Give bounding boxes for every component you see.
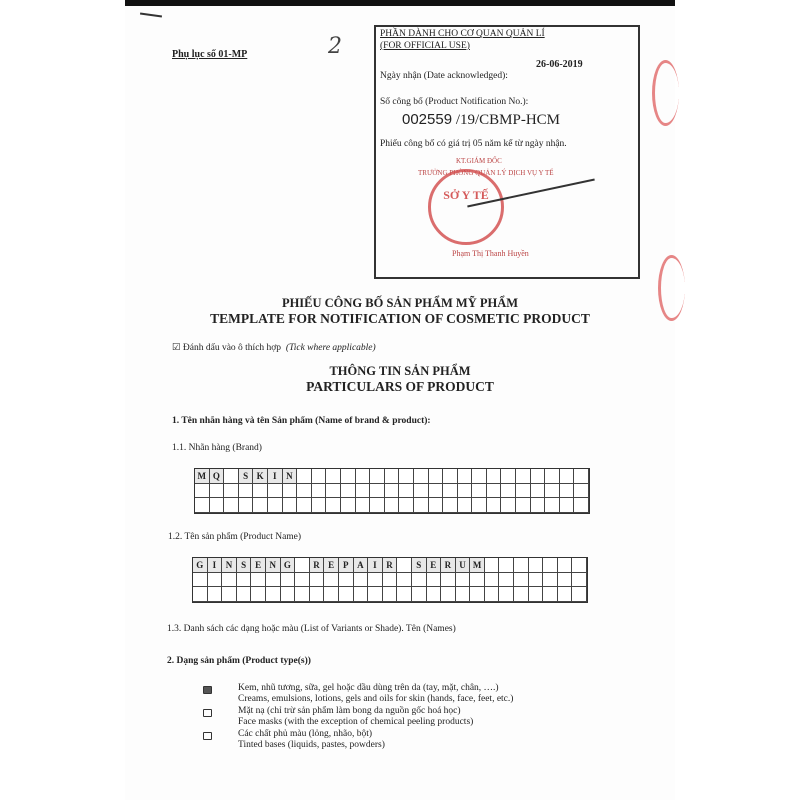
grid-cell — [385, 484, 400, 499]
grid-cell: G — [193, 558, 208, 573]
grid-cell — [572, 587, 587, 602]
grid-cell — [560, 469, 575, 484]
grid-cell — [295, 573, 310, 588]
notification-label: Số công bố (Product Notification No.): — [380, 97, 529, 107]
grid-cell — [324, 573, 339, 588]
grid-cell — [545, 498, 560, 513]
grid-cell — [251, 587, 266, 602]
grid-cell — [281, 573, 296, 588]
grid-cell — [210, 498, 225, 513]
grid-cell: M — [195, 469, 210, 484]
grid-cell — [429, 484, 444, 499]
grid-cell — [237, 573, 252, 588]
grid-cell — [456, 573, 471, 588]
product-type-option: Các chất phủ màu (lỏng, nhão, bột) Tinted bases (liquids, pastes, powders) — [238, 729, 385, 750]
section-en: PARTICULARS OF PRODUCT — [306, 379, 494, 394]
grid-cell — [543, 558, 558, 573]
grid-cell — [429, 498, 444, 513]
handwritten-number: 2 — [328, 34, 342, 59]
brand-label: 1.1. Nhãn hàng (Brand) — [172, 443, 262, 453]
grid-cell — [312, 484, 327, 499]
grid-cell — [295, 587, 310, 602]
grid-cell: I — [208, 558, 223, 573]
grid-cell — [224, 498, 239, 513]
grid-cell — [339, 587, 354, 602]
grid-cell — [499, 573, 514, 588]
grid-cell — [295, 558, 310, 573]
grid-cell — [368, 587, 383, 602]
grid-cell: S — [239, 469, 254, 484]
grid-cell — [354, 573, 369, 588]
grid-cell — [237, 587, 252, 602]
grid-cell — [370, 469, 385, 484]
grid-cell — [383, 587, 398, 602]
grid-cell — [443, 498, 458, 513]
grid-cell — [514, 587, 529, 602]
grid-cell — [385, 498, 400, 513]
grid-cell — [297, 484, 312, 499]
variants-label: 1.3. Danh sách các dạng hoặc màu (List of Variants or Shade). Tên (Names) — [167, 624, 456, 634]
notification-suffix: /19/CBMP-HCM — [455, 112, 561, 128]
grid-cell — [514, 558, 529, 573]
grid-cell: E — [324, 558, 339, 573]
grid-cell — [399, 498, 414, 513]
grid-cell — [383, 573, 398, 588]
grid-cell — [443, 469, 458, 484]
grid-cell — [297, 498, 312, 513]
grid-cell — [472, 484, 487, 499]
grid-cell — [281, 587, 296, 602]
grid-cell — [456, 587, 471, 602]
notification-number: 002559 — [402, 111, 453, 128]
section-1-heading: 1. Tên nhãn hàng và tên Sản phẩm (Name of brand & product): — [172, 416, 431, 426]
grid-cell: S — [237, 558, 252, 573]
grid-cell: G — [281, 558, 296, 573]
grid-cell — [414, 484, 429, 499]
grid-cell — [341, 484, 356, 499]
grid-cell — [222, 587, 237, 602]
document-title — [125, 296, 675, 326]
product-type-checkbox[interactable] — [203, 686, 212, 694]
date-value: 26-06-2019 — [536, 59, 583, 70]
grid-cell — [574, 498, 589, 513]
grid-cell — [412, 573, 427, 588]
grid-cell: A — [354, 558, 369, 573]
date-label: Ngày nhận (Date acknowledged): — [380, 71, 508, 81]
grid-cell — [310, 573, 325, 588]
grid-cell — [485, 573, 500, 588]
grid-cell — [487, 484, 502, 499]
grid-cell — [501, 469, 516, 484]
grid-cell — [545, 469, 560, 484]
grid-cell — [412, 587, 427, 602]
product-type-option: Mặt nạ (chỉ trừ sản phẩm làm bong da nguồn gốc hoá học) Face masks (with the exception of chemical peeling products) — [238, 706, 474, 727]
grid-cell — [441, 587, 456, 602]
grid-cell — [339, 573, 354, 588]
section-2-heading: 2. Dạng sản phẩm (Product type(s)) — [167, 656, 311, 666]
grid-cell: E — [427, 558, 442, 573]
grid-cell — [458, 484, 473, 499]
grid-cell — [326, 469, 341, 484]
grid-cell — [193, 587, 208, 602]
grid-cell — [297, 469, 312, 484]
grid-cell: Q — [210, 469, 225, 484]
grid-cell — [501, 484, 516, 499]
grid-cell — [324, 587, 339, 602]
grid-cell — [531, 498, 546, 513]
grid-cell — [370, 484, 385, 499]
grid-cell — [499, 558, 514, 573]
title-vi: PHIẾU CÔNG BỐ SẢN PHẨM MỸ PHẨM — [281, 296, 519, 310]
signer-department: TRƯỞNG PHÒNG QUẢN LÝ DỊCH VỤ Y TẾ — [418, 169, 554, 177]
grid-cell — [458, 469, 473, 484]
grid-cell — [560, 498, 575, 513]
product-type-option: Kem, nhũ tương, sữa, gel hoặc dầu dùng trên da (tay, mặt, chân, ….) Creams, emulsions, lotions, gels and oils for skin (hands, face, feet, etc.) — [238, 683, 514, 704]
grid-cell: E — [251, 558, 266, 573]
grid-cell — [443, 484, 458, 499]
grid-cell: I — [268, 469, 283, 484]
grid-cell — [310, 587, 325, 602]
grid-cell — [414, 469, 429, 484]
grid-cell — [222, 573, 237, 588]
grid-cell — [312, 469, 327, 484]
grid-cell — [560, 484, 575, 499]
grid-cell: N — [222, 558, 237, 573]
grid-cell — [487, 469, 502, 484]
grid-cell: P — [339, 558, 354, 573]
grid-cell — [487, 498, 502, 513]
stamp-fragment — [652, 60, 679, 126]
grid-cell — [354, 587, 369, 602]
product-type-checkbox[interactable] — [203, 709, 212, 717]
grid-cell — [370, 498, 385, 513]
grid-cell — [558, 587, 573, 602]
grid-cell: K — [253, 469, 268, 484]
grid-cell — [574, 484, 589, 499]
grid-cell — [529, 587, 544, 602]
grid-cell — [397, 587, 412, 602]
validity-note: Phiếu công bố có giá trị 05 năm kể từ ngày nhận. — [380, 139, 567, 149]
grid-cell — [326, 498, 341, 513]
grid-cell — [572, 573, 587, 588]
product-type-checkbox[interactable] — [203, 732, 212, 740]
grid-cell — [516, 469, 531, 484]
grid-cell — [208, 573, 223, 588]
grid-cell: I — [368, 558, 383, 573]
grid-cell — [472, 469, 487, 484]
grid-cell — [514, 573, 529, 588]
grid-cell — [253, 484, 268, 499]
grid-cell — [470, 573, 485, 588]
grid-cell: M — [470, 558, 485, 573]
grid-cell — [470, 587, 485, 602]
grid-cell — [501, 498, 516, 513]
grid-cell — [472, 498, 487, 513]
title-en: TEMPLATE FOR NOTIFICATION OF COSMETIC PRODUCT — [210, 311, 590, 326]
grid-cell — [574, 469, 589, 484]
product-name-label: 1.2. Tên sản phẩm (Product Name) — [168, 532, 302, 542]
section-vi: THÔNG TIN SẢN PHẨM — [329, 364, 471, 378]
grid-cell — [572, 558, 587, 573]
grid-cell — [195, 498, 210, 513]
grid-cell: N — [283, 469, 298, 484]
grid-cell — [399, 484, 414, 499]
grid-cell — [531, 484, 546, 499]
grid-cell — [399, 469, 414, 484]
grid-cell — [458, 498, 473, 513]
grid-cell — [543, 573, 558, 588]
grid-cell — [427, 573, 442, 588]
grid-cell — [239, 484, 254, 499]
grid-cell: N — [266, 558, 281, 573]
grid-cell — [385, 469, 400, 484]
signer-name: Phạm Thị Thanh Huyền — [452, 249, 529, 258]
grid-cell — [326, 484, 341, 499]
grid-cell — [543, 587, 558, 602]
grid-cell — [224, 469, 239, 484]
grid-cell — [516, 484, 531, 499]
grid-cell — [239, 498, 254, 513]
grid-cell — [485, 587, 500, 602]
grid-cell — [266, 573, 281, 588]
grid-cell — [368, 573, 383, 588]
brand-grid — [194, 468, 590, 514]
grid-cell — [356, 484, 371, 499]
grid-cell: U — [456, 558, 471, 573]
grid-cell — [268, 484, 283, 499]
grid-cell — [485, 558, 500, 573]
grid-cell — [208, 587, 223, 602]
grid-cell — [341, 469, 356, 484]
grid-cell — [341, 498, 356, 513]
grid-cell — [529, 573, 544, 588]
grid-cell: R — [310, 558, 325, 573]
grid-cell — [531, 469, 546, 484]
tick-note: ☑ Đánh dấu vào ô thích hợp (Tick where applicable) — [172, 343, 376, 353]
grid-cell — [545, 484, 560, 499]
product-name-grid — [192, 557, 588, 603]
grid-cell — [397, 558, 412, 573]
grid-cell — [397, 573, 412, 588]
grid-cell — [356, 469, 371, 484]
annex-label: Phụ lục số 01-MP — [172, 49, 248, 60]
grid-cell — [253, 498, 268, 513]
grid-cell — [193, 573, 208, 588]
grid-cell — [427, 587, 442, 602]
grid-cell — [441, 573, 456, 588]
grid-cell — [251, 573, 266, 588]
signer-title: KT.GIÁM ĐỐC — [456, 157, 502, 165]
grid-cell — [429, 469, 444, 484]
grid-cell: S — [412, 558, 427, 573]
grid-cell — [224, 484, 239, 499]
grid-cell — [558, 558, 573, 573]
official-title-vi: PHẦN DÀNH CHO CƠ QUAN QUẢN LÍ — [380, 29, 545, 39]
official-stamp: SỞ Y TẾ — [428, 169, 504, 245]
grid-cell — [356, 498, 371, 513]
grid-cell — [210, 484, 225, 499]
grid-cell — [558, 573, 573, 588]
grid-cell — [266, 587, 281, 602]
grid-cell — [499, 587, 514, 602]
grid-cell — [414, 498, 429, 513]
grid-cell — [312, 498, 327, 513]
official-use-box — [374, 25, 640, 279]
grid-cell — [268, 498, 283, 513]
section-title — [125, 364, 675, 394]
grid-cell — [516, 498, 531, 513]
grid-cell — [283, 484, 298, 499]
grid-cell — [195, 484, 210, 499]
grid-cell — [529, 558, 544, 573]
official-title-en: (FOR OFFICIAL USE) — [380, 41, 470, 51]
grid-cell: R — [441, 558, 456, 573]
grid-cell: R — [383, 558, 398, 573]
grid-cell — [283, 498, 298, 513]
